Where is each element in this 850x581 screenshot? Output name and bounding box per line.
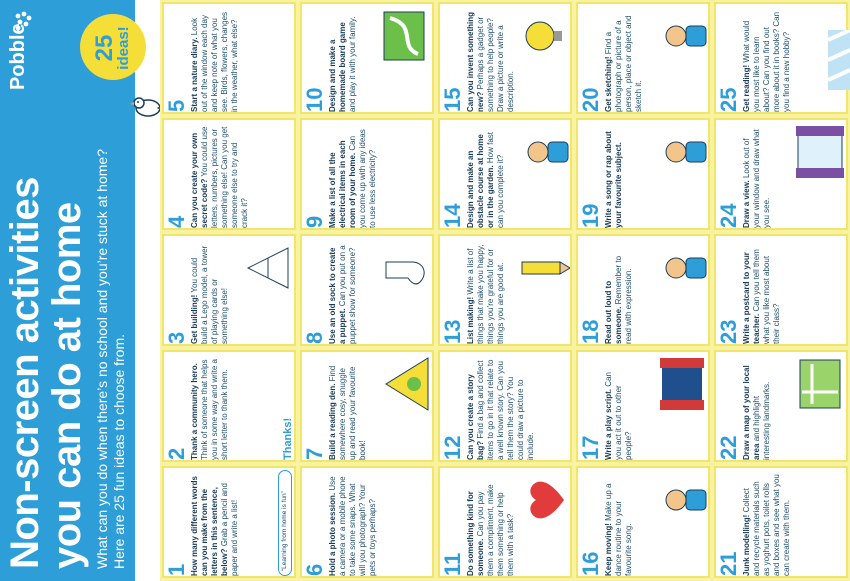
activity-title: Make a list of all the electrical items in each room of your home.: [328, 140, 357, 228]
activity-text: Think of someone that helps you in some way and write a short letter to thank them.: [200, 359, 229, 460]
activity-title: Can you create your own secret code?: [190, 132, 209, 228]
activity-title: Can you invent something new?: [466, 11, 485, 112]
activity-text: Look out of the window each day and keep note of what you see. Birds, flowers, changes in the weather, what else?: [190, 11, 239, 112]
activity-title: Draw a map of your local area: [742, 365, 761, 460]
activity-card-5: [162, 2, 296, 114]
activity-card-13: [438, 234, 572, 346]
activity-text: You could build a Lego model, a tower of playing cards or something else!: [190, 245, 229, 344]
activity-card-8: [300, 234, 434, 346]
activity-text: Look out of your window and draw what you see.: [742, 129, 771, 228]
activity-card-10: [300, 2, 434, 114]
badge-word: ideas!: [115, 26, 132, 70]
activity-number: 25: [716, 87, 741, 112]
den-icon: [378, 354, 434, 414]
brand-name: Pobble: [7, 23, 29, 90]
sketch-icon: [654, 6, 710, 66]
activity-text: What would you most like to learn about? Can you find out more about it in books? Can you find a new hobby?: [742, 11, 791, 112]
activity-number: 16: [578, 551, 603, 576]
activity-card-14: [438, 118, 572, 230]
singer-icon: [654, 122, 710, 182]
reader-icon: [654, 238, 710, 298]
activity-title: Design and make an obstacle course at home or in the garden.: [466, 134, 495, 228]
activity-text: Can you pay them a compliment, make them something or help them with a task?: [476, 484, 515, 576]
activity-number: 4: [164, 215, 189, 228]
activity-card-17: [576, 350, 710, 462]
activity-number: 22: [716, 435, 741, 460]
activity-title: List making!: [466, 296, 475, 344]
map-icon: [792, 354, 848, 414]
activity-number: 20: [578, 87, 603, 112]
activity-title: Write a play script.: [604, 389, 613, 460]
activity-card-12: [438, 350, 572, 462]
activity-number: 18: [578, 319, 603, 344]
activity-number: 21: [716, 551, 741, 576]
activity-card-11: [438, 466, 572, 578]
activities-grid: [160, 0, 850, 581]
activity-text: and play it with your family.: [348, 16, 357, 112]
activity-title: Do something kind for someone.: [466, 491, 485, 576]
activity-text: Can you come up with any ideas to use less electricity?: [348, 129, 377, 228]
activity-title: Thank a community hero.: [190, 363, 199, 460]
quote-box: “Learning from home is fun”: [278, 470, 292, 576]
activity-card-21: [714, 466, 848, 578]
activity-text: Can you act it out to other people?: [604, 372, 633, 460]
activity-title: Keep moving!: [604, 523, 613, 576]
activity-number: 13: [440, 319, 465, 344]
activity-title: Get reading!: [742, 64, 751, 112]
stage-icon: [654, 354, 710, 414]
ideas-badge: [80, 14, 146, 80]
activity-card-3: [162, 234, 296, 346]
activity-text: Find a bag and collect items to go in it that relate to a well known story. Can you tell them the story? You could draw a picture to include.: [476, 359, 535, 460]
activity-number: 12: [440, 435, 465, 460]
activity-number: 1: [164, 563, 189, 576]
activity-title: Hold a photo session.: [328, 492, 337, 576]
thanks-label: Thanks!: [282, 417, 294, 460]
bulb-icon: [516, 6, 572, 66]
activity-title: Get building!: [190, 294, 199, 344]
activity-text: Remember to read with expression.: [614, 255, 633, 344]
badge-number: 25: [91, 34, 118, 62]
activity-title: Build a reading den.: [328, 383, 337, 460]
activity-card-7: [300, 350, 434, 462]
activity-title: Start a nature diary.: [190, 37, 199, 112]
activity-text: Can you put on a puppet show for someone?: [338, 245, 357, 344]
activity-title: Draw a view.: [742, 180, 751, 228]
activity-title: Can you create a story bag?: [466, 374, 485, 460]
dancer-icon: [654, 470, 710, 530]
activity-number: 15: [440, 87, 465, 112]
activity-title: Write a song or rap about your favourite subject.: [604, 131, 623, 228]
activity-text: Write a list of things that make you happy, things you’re grateful for or things you are good at.: [466, 244, 505, 344]
activity-number: 3: [164, 331, 189, 344]
activity-card-1: [162, 466, 296, 578]
heart-icon: [516, 470, 572, 530]
activity-card-6: [300, 466, 434, 578]
brand: [6, 2, 40, 112]
activity-title: Junk modelling!: [742, 514, 751, 576]
activity-text: Collect and recycle materials such as yoghurt pots, toilet rolls and boxes and see what you can create with them.: [742, 474, 791, 576]
board-icon: [378, 6, 434, 66]
activity-number: 10: [302, 87, 327, 112]
activity-number: 9: [302, 215, 327, 228]
runner-icon: [516, 122, 572, 182]
sock-icon: [378, 238, 434, 298]
activity-text: Perhaps a gadget or something to help people? Draw a picture or write a description.: [476, 16, 515, 112]
activity-title: Design and make a homemade board game: [328, 22, 347, 112]
activity-number: 6: [302, 563, 327, 576]
window-icon: [792, 122, 848, 182]
activity-card-22: [714, 350, 848, 462]
activity-text: Can you tell them what you like most about their class?: [752, 249, 781, 344]
activity-title: Get sketching!: [604, 56, 613, 112]
activity-card-2: [162, 350, 296, 462]
page-title: Non-screen activities you can do at home: [3, 177, 89, 569]
activity-text: Use a camera or a mobile phone to take some snaps. What will you photograph? Your pets or toys perhaps?: [328, 476, 377, 576]
activity-number: 5: [164, 99, 189, 112]
activity-number: 24: [716, 203, 741, 228]
activity-text: You could use letters, numbers, pictures or something else! Can you get someone else to try and crack it?: [200, 126, 249, 228]
cards-icon: [240, 238, 296, 298]
activity-number: 14: [440, 203, 465, 228]
activity-number: 23: [716, 319, 741, 344]
activity-card-18: [576, 234, 710, 346]
pencil-icon: [516, 238, 572, 298]
activity-number: 8: [302, 331, 327, 344]
activity-number: 11: [440, 552, 465, 576]
activity-title: Use an old sock to create a puppet.: [328, 247, 347, 344]
activity-number: 7: [302, 447, 327, 460]
sidebar-banner: [0, 0, 135, 581]
activity-card-23: [714, 234, 848, 346]
activity-title: Write a postcard to your teacher.: [742, 252, 761, 344]
activity-number: 2: [164, 447, 189, 460]
activity-text: How fast can you complete it?: [486, 131, 505, 228]
activity-text: Grab a pencil and paper and write a list!: [220, 483, 239, 576]
decorative-stripes: [828, 30, 850, 90]
activity-card-16: [576, 466, 710, 578]
activity-title: Read out loud to someone.: [604, 280, 623, 344]
activity-card-19: [576, 118, 710, 230]
page-subtitle: What can you do when there’s no school and you’re stuck at home? Here are 25 fun ideas to choose from.: [94, 149, 127, 569]
activity-card-15: [438, 2, 572, 114]
activity-number: 19: [578, 203, 603, 228]
activity-card-20: [576, 2, 710, 114]
activity-card-9: [300, 118, 434, 230]
activity-text: Find a photograph or picture of a person, place or object and sketch it.: [604, 15, 643, 112]
activity-text: Find somewhere cosy, snuggle up and read your favourite book!: [328, 365, 367, 460]
activity-text: and highlight interesting landmarks.: [752, 381, 771, 460]
activity-text: Make up a dance routine to your favourite song.: [604, 483, 633, 576]
activity-card-4: [162, 118, 296, 230]
activity-number: 17: [578, 435, 603, 460]
activity-title: How many different words can you make from the letters in this sentence, below?: [190, 475, 229, 576]
activity-card-24: [714, 118, 848, 230]
